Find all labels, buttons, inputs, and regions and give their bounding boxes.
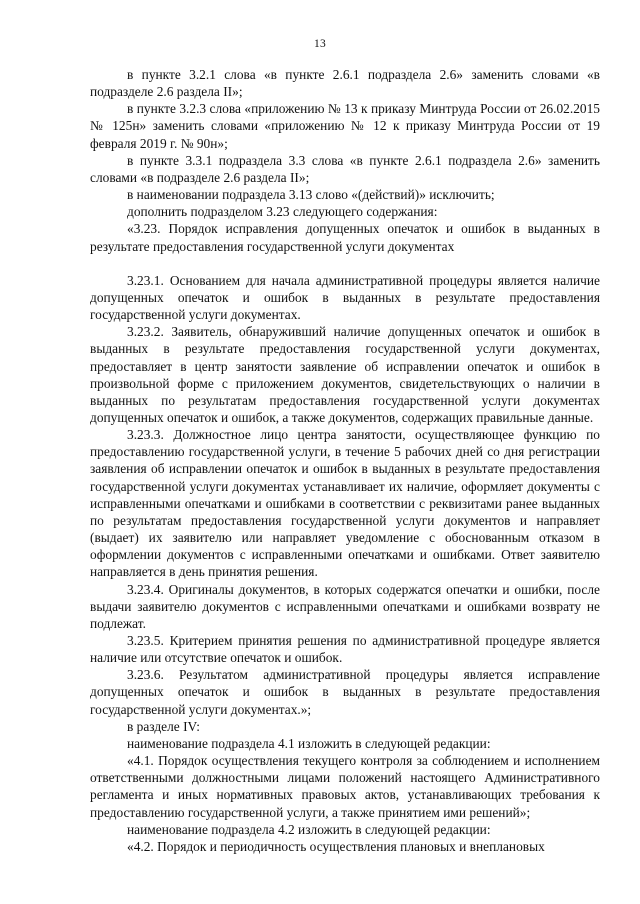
paragraph: 3.23.6. Результатом административной процедуры является исправление допущенных опечаток и ошибок в выданных в результате предоставления государственной услуги документах.»; [90, 667, 600, 717]
paragraph: дополнить подразделом 3.23 следующего содержания: [127, 204, 438, 220]
paragraph: наименование подраздела 4.2 изложить в следующей редакции: [127, 821, 491, 837]
paragraph: в наименовании подраздела 3.13 слово «(действий)» исключить; [127, 187, 495, 203]
paragraph: в пункте 3.3.1 подраздела 3.3 слова «в пункте 2.6.1 подраздела 2.6» заменить словами «в подразделе 2.6 раздела II»; [90, 152, 600, 185]
paragraph: 3.23.3. Должностное лицо центра занятости, осуществляющее функцию по предоставлению государственной услуги, в течение 5 рабочих дней со дня регистрации заявления об исправлении опечаток и ошибок в выданных в результате предоставления государственной услуги документах устанавливает их наличие, оформляет документы с исправленными опечатками и ошибками в соответствии с реквизитами ранее выданных по результатам предоставления государственной услуги документов и направляет (выдает) их заявителю или направляет уведомление с обоснованным отказом в оформлении документов с исправленными опечатками и ошибками. Ответ заявителю направляется в день принятия решения. [90, 427, 600, 580]
paragraph: в пункте 3.2.1 слова «в пункте 2.6.1 подраздела 2.6» заменить словами «в подразделе 2.6 раздела II»; [90, 67, 600, 100]
paragraph: 3.23.4. Оригиналы документов, в которых содержатся опечатки и ошибки, после выдачи заявителю документов с исправленными опечатками и ошибками возврату не подлежат. [90, 581, 600, 631]
paragraph: 3.23.5. Критерием принятия решения по административной процедуре является наличие или отсутствие опечаток и ошибок. [90, 633, 600, 666]
paragraph: «4.1. Порядок осуществления текущего контроля за соблюдением и исполнением ответственными должностными лицами положений настоящего Административного регламента и иных нормативных правовых актов, устанавливающих требования к предоставлению государственной услуги, а также принятием ими решений»; [90, 753, 600, 820]
paragraph: «4.2. Порядок и периодичность осуществления плановых и внеплановых [127, 838, 545, 854]
blank-line [90, 255, 600, 272]
paragraph: в пункте 3.2.3 слова «приложению № 13 к приказу Минтруда России от 26.02.2015 № 125н» заменить словами «приложению № 12 к приказу Минтруда России от 19 февраля 2019 г. № 90н»; [90, 101, 600, 151]
paragraph: наименование подраздела 4.1 изложить в следующей редакции: [127, 735, 491, 751]
paragraph: 3.23.1. Основанием для начала административной процедуры является наличие допущенных опечаток и ошибок в выданных в результате предоставления государственной услуги документах. [90, 272, 600, 323]
page-number: 13 [314, 38, 326, 50]
paragraph: 3.23.2. Заявитель, обнаруживший наличие допущенных опечаток и ошибок в выданных в результате предоставления государственной услуги документах, предоставляет в центр занятости заявление об исправлении опечаток и ошибок в произвольной форме с приложением документов, свидетельствующих о наличии в выданных по результатам предоставления государственной услуги документах допущенных опечаток и ошибок, а также документов, содержащих правильные данные. [90, 324, 600, 425]
subsection-heading: «3.23. Порядок исправления допущенных опечаток и ошибок в выданных в результате предоставления государственной услуги документах [90, 221, 600, 254]
document-body [90, 66, 600, 855]
paragraph: в разделе IV: [127, 718, 200, 734]
